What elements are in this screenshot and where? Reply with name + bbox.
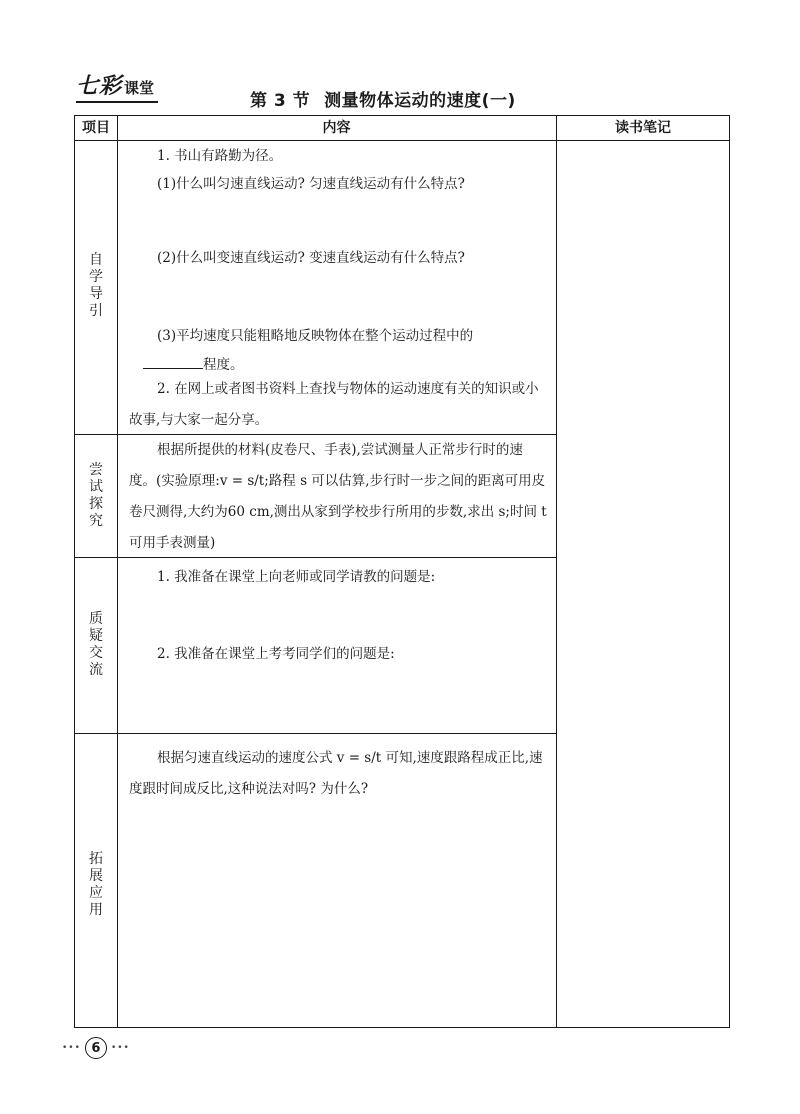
self-study-q3-tail: 程度。 xyxy=(203,357,244,373)
discussion-item-2: 2. 我准备在课堂上考考同学们的问题是: xyxy=(157,646,395,662)
label-char: 试 xyxy=(89,479,103,495)
label-char: 导 xyxy=(89,286,103,302)
label-char: 引 xyxy=(89,303,103,319)
label-char: 究 xyxy=(89,513,103,529)
label-char: 交 xyxy=(89,645,103,661)
label-char: 自 xyxy=(89,252,103,268)
page-number-badge: 6 xyxy=(85,1037,107,1059)
fill-in-blank[interactable] xyxy=(143,354,203,369)
brand xyxy=(76,74,154,98)
divider xyxy=(556,116,557,1027)
brand-logo: 七彩 xyxy=(76,73,123,99)
self-study-item-1: 1. 书山有路勤为径。 xyxy=(157,148,283,164)
discussion-item-1: 1. 我准备在课堂上向老师或同学请教的问题是: xyxy=(157,569,436,585)
label-char: 流 xyxy=(89,662,103,678)
self-study-question-1: (1)什么叫匀速直线运动? 匀速直线运动有什么特点? xyxy=(157,176,465,192)
brand-underline xyxy=(76,101,158,103)
label-char: 质 xyxy=(89,611,103,627)
label-char: 应 xyxy=(89,885,103,901)
page-dots-right: ••• xyxy=(110,1043,130,1053)
self-study-question-3: (3)平均速度只能粗略地反映物体在整个运动过程中的 xyxy=(157,328,474,344)
section-label-application xyxy=(75,851,117,919)
explore-text: 根据所提供的材料(皮卷尺、手表),尝试测量人正常步行时的速度。(实验原理:v = s/t;路程 s 可以估算,步行时一步之间的距离可用皮卷尺测得,大约为60 cm,测出从家到学校步行所用的步数,求出 s;时间 t 可用手表测量) xyxy=(129,442,547,551)
divider xyxy=(75,733,556,734)
section-title: 测量物体运动的速度(一) xyxy=(324,91,516,111)
label-char: 展 xyxy=(89,868,103,884)
column-header-item: 项目 xyxy=(82,120,110,136)
section-number: 第 3 节 xyxy=(250,91,311,111)
section-label-discussion xyxy=(75,611,117,679)
divider xyxy=(117,116,118,1027)
section-label-explore xyxy=(75,462,117,530)
self-study-item-2: 2. 在网上或者图书资料上查找与物体的运动速度有关的知识或小故事,与大家一起分享。 xyxy=(129,381,539,428)
application-text: 根据匀速直线运动的速度公式 v = s/t 可知,速度跟路程成正比,速度跟时间成反比,这种说法对吗? 为什么? xyxy=(129,750,543,797)
worksheet-table xyxy=(74,115,730,1028)
divider xyxy=(556,140,730,141)
column-header-notes: 读书笔记 xyxy=(615,120,671,136)
label-char: 拓 xyxy=(89,851,103,867)
page-title xyxy=(250,86,530,111)
self-study-question-2: (2)什么叫变速直线运动? 变速直线运动有什么特点? xyxy=(157,250,465,266)
brand-subtitle: 课堂 xyxy=(124,79,155,97)
section-label-self-study xyxy=(75,252,117,320)
label-char: 尝 xyxy=(89,462,103,478)
column-header-content: 内容 xyxy=(322,120,351,136)
label-char: 用 xyxy=(89,902,103,918)
page-number xyxy=(62,1037,130,1059)
label-char: 学 xyxy=(89,269,103,285)
label-char: 疑 xyxy=(89,628,103,644)
label-char: 探 xyxy=(89,496,103,512)
page-dots-left: ••• xyxy=(62,1043,81,1053)
